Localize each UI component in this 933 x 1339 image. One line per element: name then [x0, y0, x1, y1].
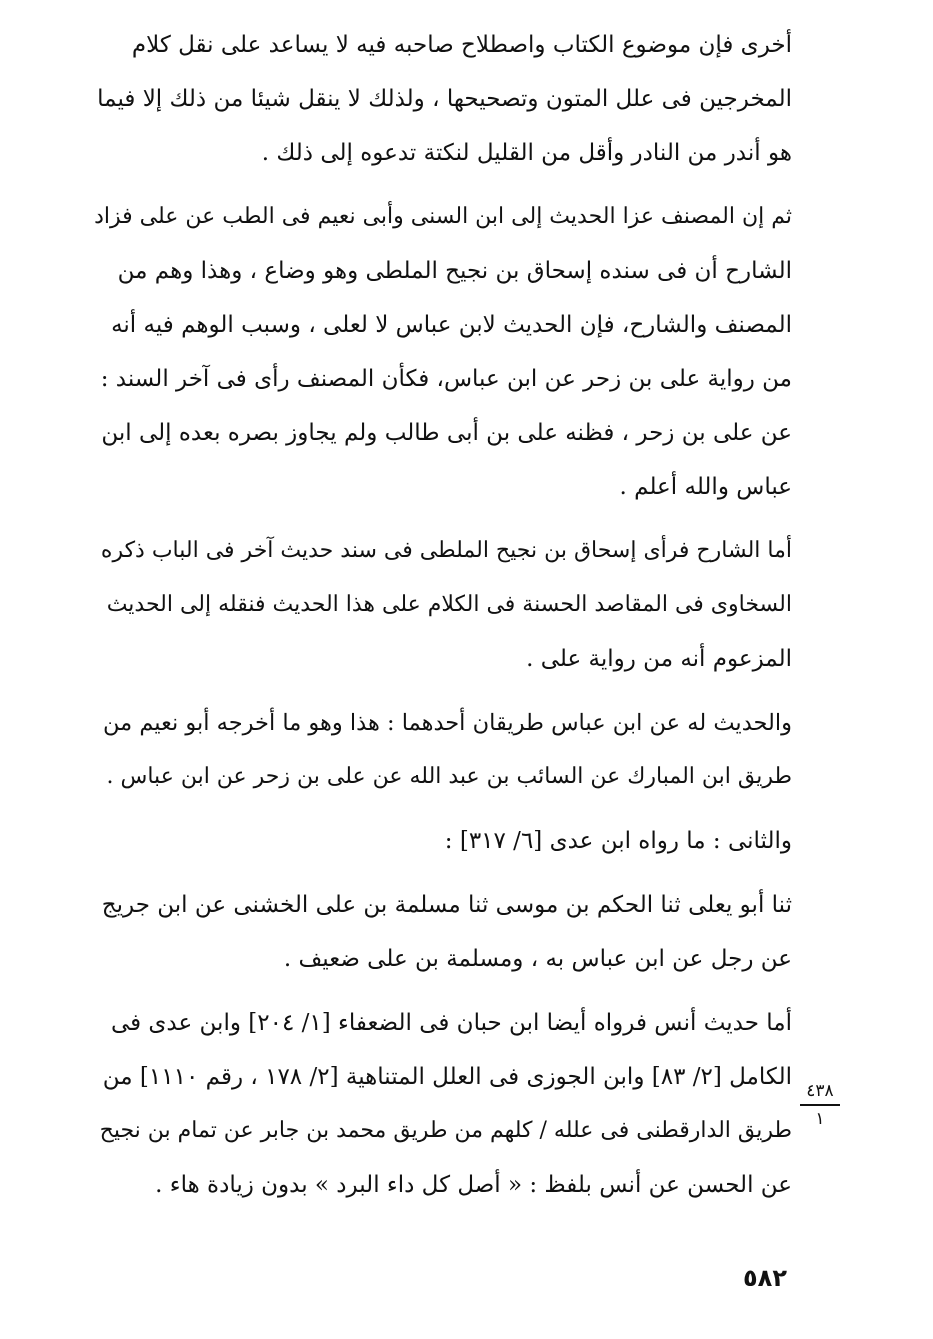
page-number: ٥٨٢	[743, 1264, 787, 1292]
margin-reference-bottom: ١	[815, 1109, 825, 1129]
text-line: عن رجل عن ابن عباس به ، ومسلمة بن على ضعيف .	[283, 946, 792, 972]
main-text	[92, 18, 792, 1212]
paragraph-7	[92, 996, 792, 1212]
text-line: والحديث له عن ابن عباس طريقان أحدهما : هذا وهو ما أخرجه أبو نعيم من	[103, 710, 792, 736]
paragraph-1	[92, 18, 792, 180]
text-line: عن على بن زحر ، فظنه على بن أبى طالب ولم يجاوز بصره بعده إلى ابن	[101, 420, 792, 446]
text-line: هو أندر من النادر وأقل من القليل لنكتة تدعوه إلى ذلك .	[261, 140, 792, 166]
text-line: المصنف والشارح، فإن الحديث لابن عباس لا لعلى ، وسبب الوهم فيه أنه	[111, 312, 792, 338]
text-line: الكامل [٢/ ٨٣] وابن الجوزى فى العلل المتناهية [٢/ ١٧٨ ، رقم ١١١٠] من	[102, 1064, 792, 1090]
text-line: طريق الدارقطنى فى علله / كلهم من طريق محمد بن جابر عن تمام بن نجيح	[99, 1118, 792, 1143]
text-line: والثانى : ما رواه ابن عدى [٦/ ٣١٧] :	[444, 828, 792, 854]
text-line: أخرى فإن موضوع الكتاب واصطلاح صاحبه فيه لا يساعد على نقل كلام	[131, 32, 792, 58]
text-line: من رواية على بن زحر عن ابن عباس، فكأن المصنف رأى فى آخر السند :	[100, 366, 792, 392]
margin-reference	[800, 1080, 840, 1130]
text-line: السخاوى فى المقاصد الحسنة فى الكلام على هذا الحديث فنقله إلى الحديث	[106, 592, 792, 617]
text-line: عباس والله أعلم .	[619, 474, 792, 500]
text-line: طريق ابن المبارك عن السائب بن عبد الله عن على بن زحر عن ابن عباس .	[106, 764, 792, 789]
text-line: أما الشارح فرأى إسحاق بن نجيح الملطى فى سند حديث آخر فى الباب ذكره	[100, 538, 792, 563]
paragraph-4	[92, 696, 792, 804]
text-line: أما حديث أنس فرواه أيضا ابن حبان فى الضعفاء [١/ ٢٠٤] وابن عدى فى	[110, 1010, 792, 1036]
text-line: ثم إن المصنف عزا الحديث إلى ابن السنى وأبى نعيم فى الطب عن على فزاد	[94, 204, 792, 229]
margin-reference-top: ٤٣٨	[800, 1080, 840, 1106]
paragraph-3	[92, 524, 792, 686]
paragraph-5	[92, 814, 792, 868]
text-line: الشارح أن فى سنده إسحاق بن نجيح الملطى وهو وضاع ، وهذا وهم من	[117, 258, 792, 284]
paragraph-2	[92, 190, 792, 514]
text-line: المزعوم أنه من رواية على .	[526, 646, 792, 672]
text-line: عن الحسن عن أنس بلفظ : « أصل كل داء البرد » بدون زيادة هاء .	[155, 1172, 792, 1198]
paragraph-6	[92, 878, 792, 986]
text-line: المخرجين فى علل المتون وتصحيحها ، ولذلك لا ينقل شيئا من ذلك إلا فيما	[97, 86, 792, 112]
text-line: ثنا أبو يعلى ثنا الحكم بن موسى ثنا مسلمة بن على الخشنى عن ابن جريج	[101, 892, 792, 918]
